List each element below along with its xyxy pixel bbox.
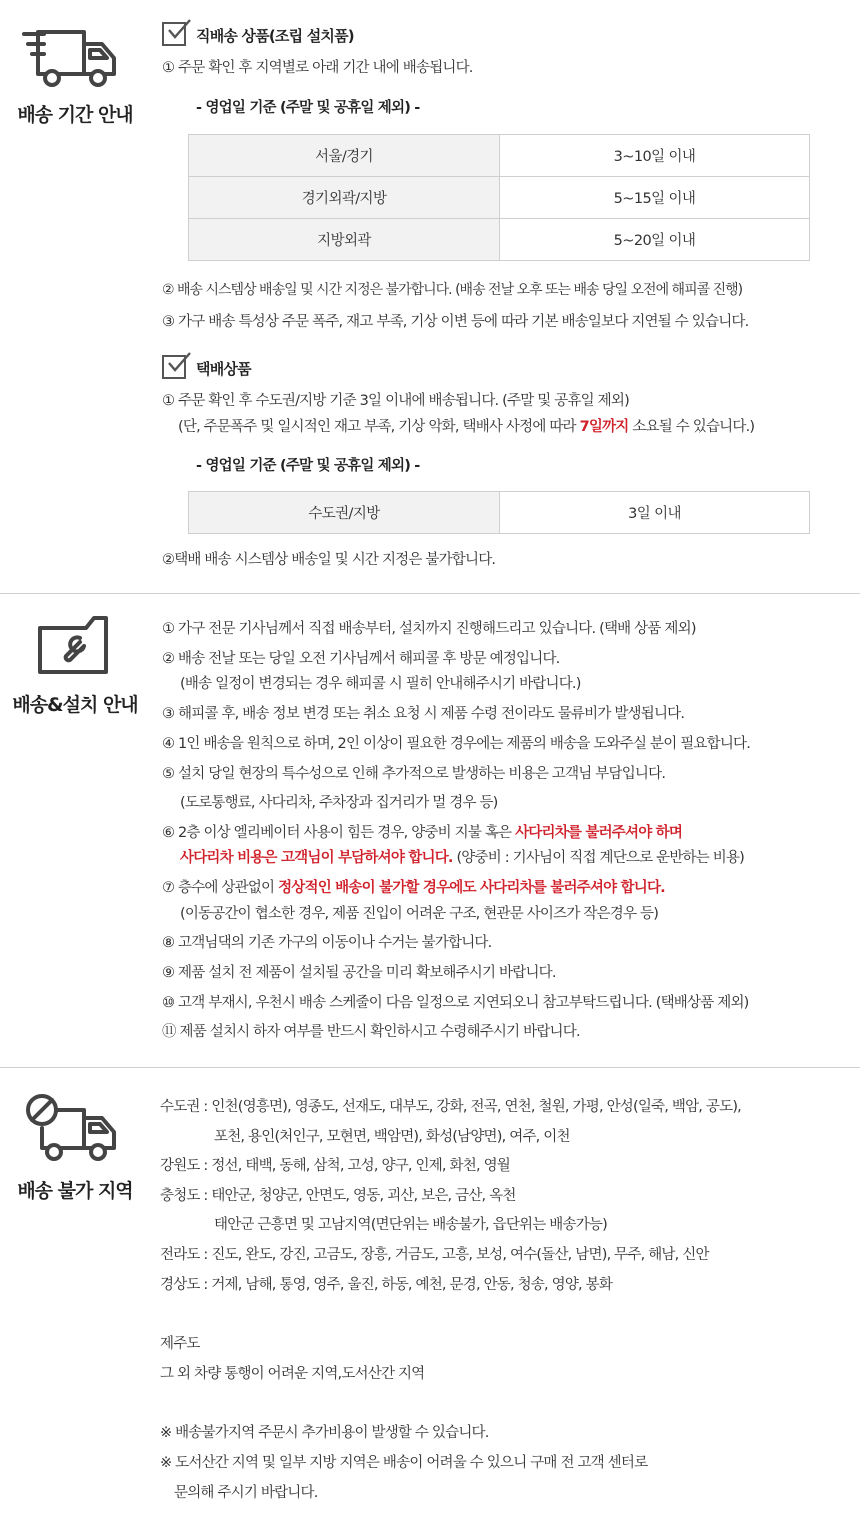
table-row [189,135,810,177]
install-line-9: ⑨ 제품 설치 전 제품이 설치될 공간을 미리 확보해주시기 바랍니다. [162,965,556,981]
region-cell: 수도권/지방 [189,492,500,534]
region-gangwon: 강원도 : 정선, 태백, 동해, 삼척, 고성, 양구, 인제, 화천, 영월 [160,1158,510,1174]
region-etc: 그 외 차량 통행이 어려운 지역,도서산간 지역 [160,1366,425,1382]
install-line-7: ⑦ 층수에 상관없이 정상적인 배송이 불가할 경우에도 사다리차를 불러주셔야 합니다. [162,880,665,896]
install-line-3: ③ 해피콜 후, 배송 정보 변경 또는 취소 요청 시 제품 수령 전이라도 물류비가 발생됩니다. [162,706,685,722]
install-title: 배송&설치 안내 [0,690,150,717]
install-line-1: ① 가구 전문 기사님께서 직접 배송부터, 설치까지 진행해드리고 있습니다. (택배 상품 제외) [162,621,696,637]
section-divider [0,1067,860,1068]
install-line-10: ⑩ 고객 부재시, 우천시 배송 스케줄이 다음 일정으로 지연되오니 참고부탁드립니다. (택배상품 제외) [162,995,749,1011]
delivery-period-title: 배송 기간 안내 [0,100,150,127]
install-line-5: ⑤ 설치 당일 현장의 특수성으로 인해 추가적으로 발생하는 비용은 고객님 부담입니다. [162,766,666,782]
unavailable-title: 배송 불가 지역 [0,1176,150,1203]
parcel-delivery-table [188,491,810,534]
region-capital-line-2: 포천, 용인(처인구, 모현면, 백암면), 화성(남양면), 여주, 이천 [214,1129,570,1145]
section-divider [0,593,860,594]
truck-icon [22,26,118,90]
table-row [189,219,810,261]
direct-line-2: ② 배송 시스템상 배송일 및 시간 지정은 불가합니다. (배송 전날 오후 또는 배송 당일 오전에 해피콜 진행) [162,282,743,298]
install-line-8: ⑧ 고객님댁의 기존 가구의 이동이나 수거는 불가합니다. [162,935,492,951]
region-cell: 지방외곽 [189,219,500,261]
parcel-subheading: - 영업일 기준 (주말 및 공휴일 제외) - [196,458,420,474]
no-delivery-truck-icon [24,1094,118,1164]
note-2b: 문의해 주시기 바랍니다. [174,1485,318,1501]
region-chungcheong-line-1: 충청도 : 태안군, 청양군, 안면도, 영동, 괴산, 보은, 금산, 옥천 [160,1188,516,1204]
install-line-6b: 사다리차 비용은 고객님이 부담하셔야 합니다. (양중비 : 기사님이 직접 계단으로 운반하는 비용) [180,850,745,866]
region-capital-line-1: 수도권 : 인천(영흥면), 영종도, 선재도, 대부도, 강화, 전곡, 연천, 철원, 가평, 안성(일죽, 백암, 공도), [160,1099,741,1115]
region-cell: 서울/경기 [189,135,500,177]
parcel-line-2: ②택배 배송 시스템상 배송일 및 시간 지정은 불가합니다. [162,552,496,568]
period-cell: 3~10일 이내 [500,135,810,177]
parcel-line-1: ① 주문 확인 후 수도권/지방 기준 3일 이내에 배송됩니다. (주말 및 공휴일 제외) [162,393,629,409]
checkbox-icon [162,355,186,379]
note-2: ※ 도서산간 지역 및 일부 지방 지역은 배송이 어려울 수 있으니 구매 전 고객 센터로 [160,1455,648,1471]
note-1: ※ 배송불가지역 주문시 추가비용이 발생할 수 있습니다. [160,1425,489,1441]
parcel-line-1b: (단, 주문폭주 및 일시적인 재고 부족, 기상 악화, 택배사 사정에 따라 7일까지 소요될 수 있습니다.) [178,419,755,435]
install-line-2: ② 배송 전날 또는 당일 오전 기사님께서 해피콜 후 방문 예정입니다. [162,651,560,667]
direct-line-3: ③ 가구 배송 특성상 주문 폭주, 재고 부족, 기상 이변 등에 따라 기본 배송일보다 지연될 수 있습니다. [162,314,749,330]
install-line-2b: (배송 일정이 변경되는 경우 해피콜 시 필히 안내해주시기 바랍니다.) [180,676,581,692]
checkbox-icon [162,22,186,46]
toolbox-icon [36,614,110,676]
install-line-7b: (이동공간이 협소한 경우, 제품 진입이 어려운 구조, 현관문 사이즈가 작은경우 등) [180,906,659,922]
period-cell: 5~20일 이내 [500,219,810,261]
install-line-6: ⑥ 2층 이상 엘리베이터 사용이 힘든 경우, 양중비 지불 혹은 사다리차를 불러주셔야 하며 [162,825,683,841]
region-cell: 경기외곽/지방 [189,177,500,219]
install-line-4: ④ 1인 배송을 원칙으로 하며, 2인 이상이 필요한 경우에는 제품의 배송을 도와주실 분이 필요합니다. [162,736,751,752]
period-cell: 3일 이내 [500,492,810,534]
direct-line-1: ① 주문 확인 후 지역별로 아래 기간 내에 배송됩니다. [162,60,473,76]
install-line-11: ⑪ 제품 설치시 하자 여부를 반드시 확인하시고 수령해주시기 바랍니다. [162,1024,580,1040]
install-line-5b: (도로통행료, 사다리차, 주차장과 집거리가 멀 경우 등) [180,795,498,811]
region-gyeongsang: 경상도 : 거제, 남해, 통영, 영주, 울진, 하동, 예천, 문경, 안동, 청송, 영양, 봉화 [160,1277,613,1293]
region-jeolla: 전라도 : 진도, 완도, 강진, 고금도, 장흥, 거금도, 고흥, 보성, 여수(돌산, 남면), 무주, 해남, 신안 [160,1247,709,1263]
direct-delivery-table [188,134,810,261]
direct-subheading: - 영업일 기준 (주말 및 공휴일 제외) - [196,100,420,116]
region-jeju: 제주도 [160,1336,200,1352]
table-row [189,492,810,534]
table-row [189,177,810,219]
period-cell: 5~15일 이내 [500,177,810,219]
region-chungcheong-line-2: 태안군 근흥면 및 고남지역(면단위는 배송불가, 읍단위는 배송가능) [214,1217,607,1233]
